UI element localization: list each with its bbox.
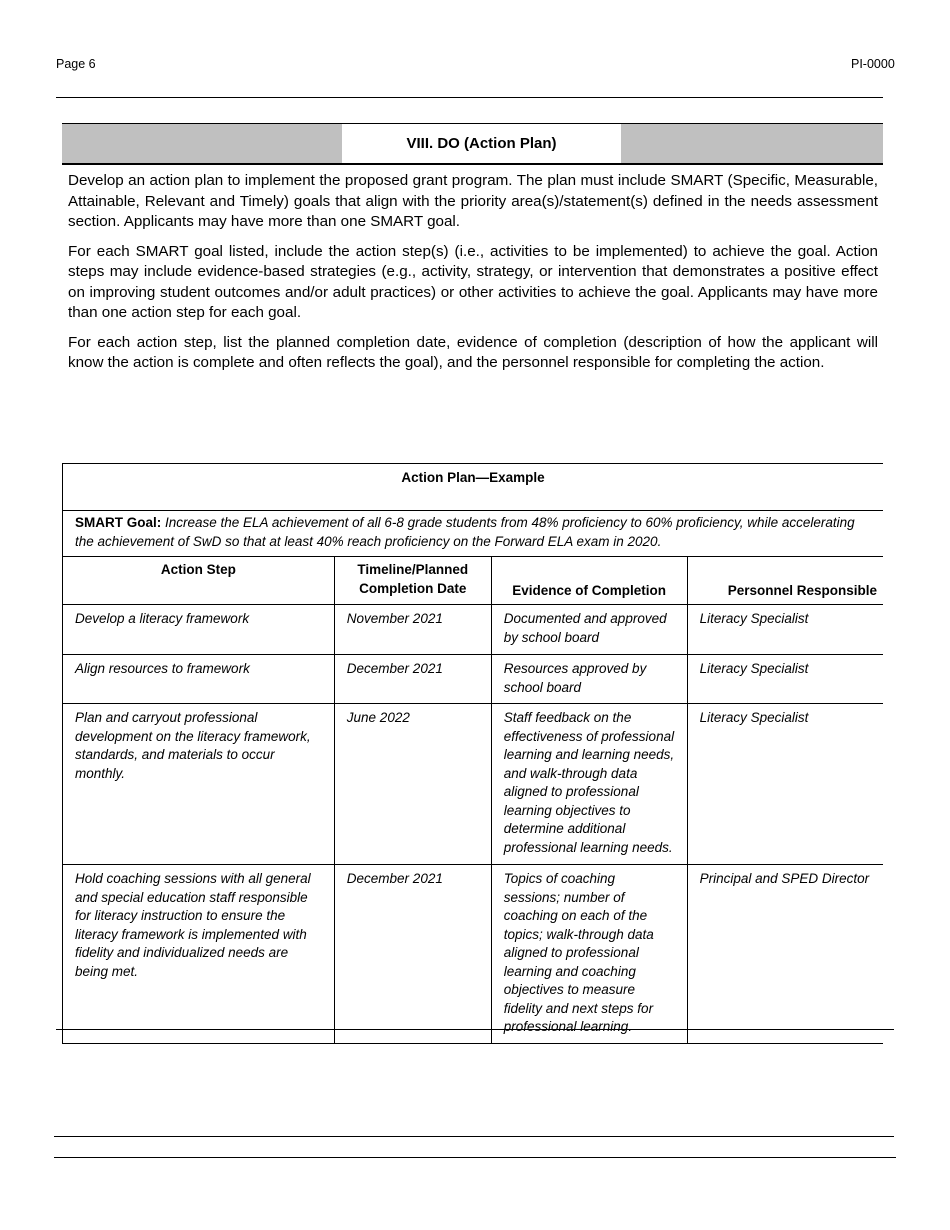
section-title: VIII. DO (Action Plan): [342, 124, 621, 163]
column-header-timeline: Timeline/Planned Completion Date: [334, 557, 491, 605]
timeline-cell: December 2021: [334, 865, 491, 1044]
action-step-cell: Develop a literacy framework: [63, 605, 335, 655]
table-row: [63, 605, 884, 655]
instructions-paragraph: For each action step, list the planned completion date, evidence of completion (description of how the applicant will know the action is complete and often reflects the goal), and the personnel responsible for completing the action.: [68, 333, 878, 371]
header-divider: [56, 97, 883, 98]
column-header-personnel: Personnel Responsible: [687, 557, 883, 605]
personnel-cell: Literacy Specialist: [687, 704, 883, 865]
timeline-cell: December 2021: [334, 655, 491, 704]
table-row: [63, 865, 884, 1044]
table-row: [63, 704, 884, 865]
action-plan-table: [62, 463, 883, 1044]
column-header-evidence: Evidence of Completion: [491, 557, 687, 605]
action-step-cell: Plan and carryout professional development on the literacy framework, standards, and materials to occur monthly.: [63, 704, 335, 865]
section-header-left-fill: [62, 124, 342, 163]
section-header-right-fill: [621, 124, 883, 163]
table-row: [63, 655, 884, 704]
section-header: [62, 123, 883, 165]
personnel-cell: Literacy Specialist: [687, 655, 883, 704]
footer-divider-bottom: [54, 1157, 896, 1158]
action-step-cell: Hold coaching sessions with all general and special education staff responsible for literacy instruction to ensure the literacy framework is implemented with fidelity and individualized needs are being met.: [63, 865, 335, 1044]
page-number: Page 6: [56, 57, 96, 71]
evidence-cell: Staff feedback on the effectiveness of professional learning and learning needs, and walk-through data aligned to professional learning objectives to determine additional professional learning needs.: [491, 704, 687, 865]
instructions: [68, 171, 878, 383]
instructions-paragraph: Develop an action plan to implement the proposed grant program. The plan must include SMART (Specific, Measurable, Attainable, Relevant and Timely) goals that align with the priority area(s)/statement(s) defined in the needs assessment section. Applicants may have more than one SMART goal.: [68, 172, 878, 230]
smart-goal: [63, 511, 884, 557]
personnel-cell: Literacy Specialist: [687, 605, 883, 655]
evidence-cell: Topics of coaching sessions; number of coaching on each of the topics; walk-through data aligned to professional learning and coaching objectives to measure fidelity and next steps for professional learning.: [491, 865, 687, 1044]
timeline-cell: November 2021: [334, 605, 491, 655]
personnel-cell: Principal and SPED Director: [687, 865, 883, 1044]
evidence-cell: Documented and approved by school board: [491, 605, 687, 655]
timeline-cell: June 2022: [334, 704, 491, 865]
instructions-paragraph: For each SMART goal listed, include the action step(s) (i.e., activities to be implemented) to achieve the goal. Action steps may include evidence-based strategies (e.g., activity, strategy, or intervention that demonstrates a positive effect on improving student outcomes and/or adult practices) or other activities to achieve the goal. Applicants may have more than one action step for each goal.: [68, 242, 878, 321]
smart-goal-text: Increase the ELA achievement of all 6-8 grade students from 48% proficiency to 60% proficiency, while accelerating the achievement of SwD so that at least 40% reach proficiency on the Forward ELA exam in 2020.: [75, 515, 855, 549]
table-bottom-rule: [56, 1029, 894, 1030]
smart-goal-label: SMART Goal:: [75, 515, 162, 530]
table-title: Action Plan—Example: [63, 464, 884, 511]
column-header-action-step: Action Step: [63, 557, 335, 605]
footer-divider-top: [54, 1136, 894, 1137]
action-step-cell: Align resources to framework: [63, 655, 335, 704]
form-id: PI-0000: [851, 57, 895, 71]
evidence-cell: Resources approved by school board: [491, 655, 687, 704]
